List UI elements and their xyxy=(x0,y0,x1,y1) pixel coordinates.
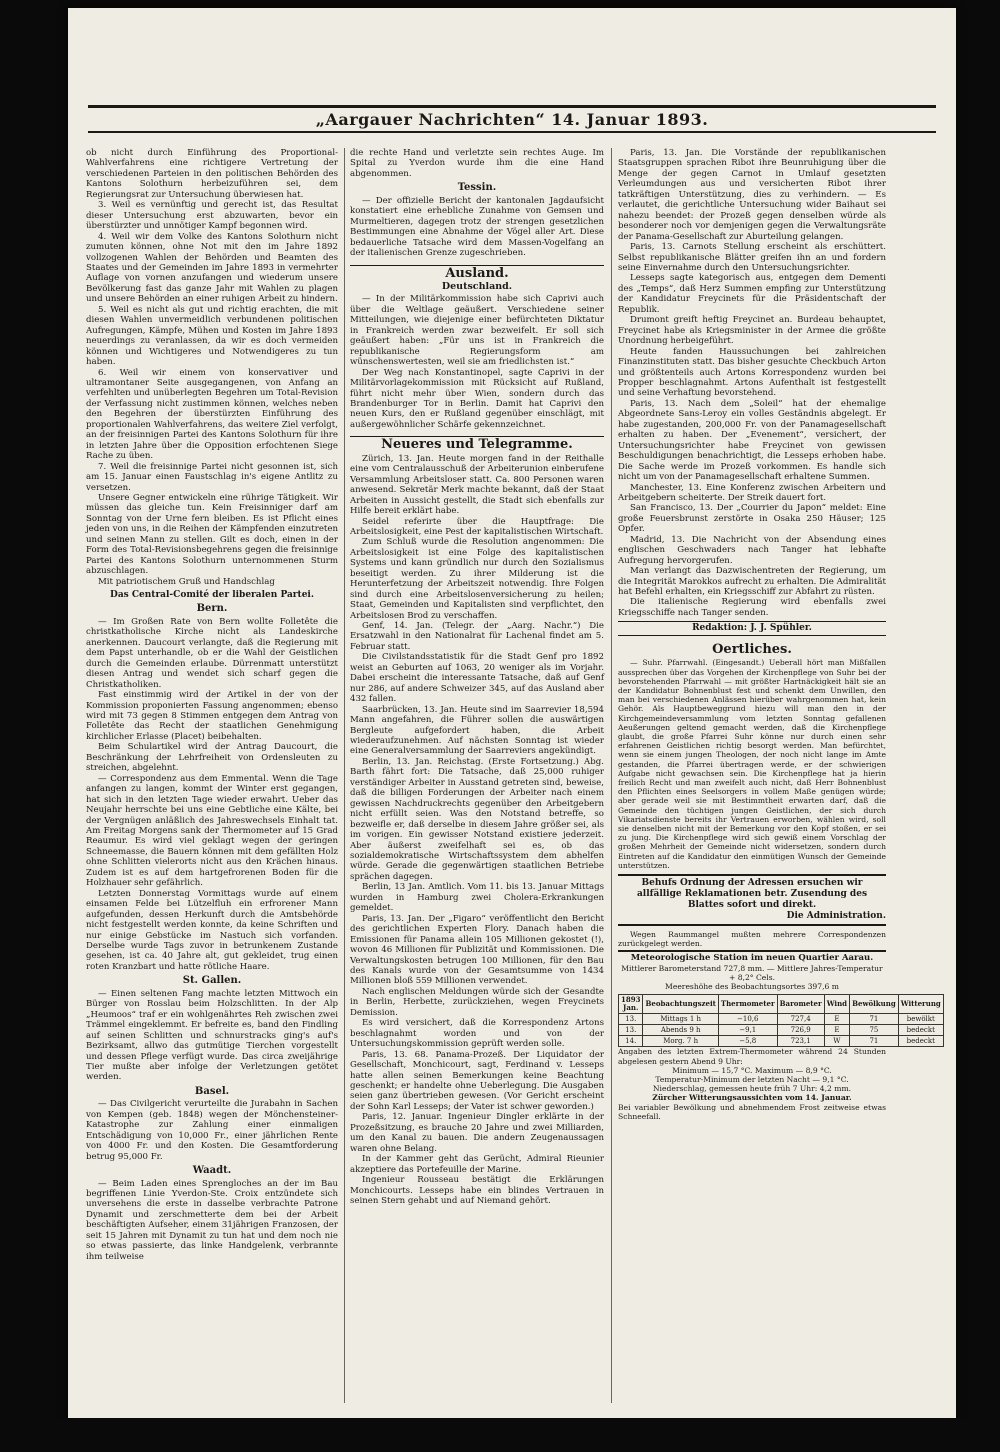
weather-altitude: Meereshöhe des Beobachtungsortes 397,6 m xyxy=(665,982,839,992)
section-heading-st-gallen: St. Gallen. xyxy=(182,975,242,987)
weather-col-header: 1893 Jan. xyxy=(619,995,643,1014)
signature: Das Central-Comité der liberalen Partei. xyxy=(110,590,314,601)
weather-cell: 14. xyxy=(619,1036,643,1047)
article-paragraph: Die italienische Regierung wird ebenfalls zwei Kriegsschiffe nach Tanger senden. xyxy=(618,597,886,618)
weather-cell: Abends 9 h xyxy=(643,1025,718,1036)
article-paragraph: Die Civilstandsstatistik für die Stadt Genf pro 1892 weist an Geburten auf 1063, 20 weniger als im Vorjahr. Dabei erscheint die interessante Tatsache, daß auf Genf nur 286, auf andere Schweizer 345, auf das Ausland aber 432 fallen. xyxy=(350,652,604,705)
notice-signature: Die Administration. xyxy=(786,910,886,921)
weather-cell: −10,6 xyxy=(718,1014,777,1025)
weather-cell: E xyxy=(824,1025,849,1036)
article-paragraph: Lesseps sagte kategorisch aus, entgegen dem Dementi des „Temps“, daß Herz Summen empfing zur Unterstützung der Kandidatur Freycinets für die Präsidentschaft der Republik. xyxy=(618,273,886,315)
weather-cell: −5,8 xyxy=(718,1036,777,1047)
weather-note: Angaben des letzten Extrem-Thermometer während 24 Stunden abgelesen gestern Abend 9 Uhr: xyxy=(618,1047,886,1066)
article-paragraph: Drumont greift heftig Freycinet an. Burdeau behauptet, Freycinet habe als Kriegsminister in der Armee die größte Unordnung herbeigeführt. xyxy=(618,315,886,347)
article-paragraph: Saarbrücken, 13. Jan. Heute sind im Saarrevier 18,594 Mann angefahren, die Führer sollen die auswärtigen Bergleute aufgefordert haben, die Arbeit wiederaufzunehmen. Auf nächsten Sonntag ist wieder eine Generalversammlung der Saarreviers angekündigt. xyxy=(350,704,604,757)
section-heading-oertliches: Oertliches. xyxy=(712,641,792,657)
section-heading-deutschland: Deutschland. xyxy=(441,280,513,292)
article-paragraph: Paris, 12. Januar. Ingenieur Dingler erklärte in der Prozeßsitzung, es brauche 20 Jahre und zwei Milliarden, um den Kanal zu bauen. Die andern Zeugenaussagen waren ohne Belang. xyxy=(350,1112,604,1154)
article-paragraph: Heute fanden Haussuchungen bei zahlreichen Finanzinstituten statt. Das bisher gesuchte Checkbuch Arton und größtenteils auch Artons Korrespondenz wurden bei Propper beschlagnahmt. Artons Aufenthalt ist festgestellt und seine Verhaftung bevorstehend. xyxy=(618,346,886,399)
weather-header-row xyxy=(619,995,944,1014)
weather-cell: 71 xyxy=(850,1036,899,1047)
section-heading-ausland: Ausland. xyxy=(350,265,604,279)
article-paragraph: Zürich, 13. Jan. Heute morgen fand in der Reithalle eine vom Centralausschuß der Arbeiterunion einberufene Versammlung Arbeitsloser statt. Ca. 800 Personen waren anwesend. Sekretär Merk machte bekannt, daß der Staat Arbeiten in Aussicht gestellt, die Stadt sich ebenfalls zur Hilfe bereit erklärt habe. xyxy=(350,453,604,517)
article-paragraph: die rechte Hand und verletzte sein rechtes Auge. Im Spital zu Yverdon wurde ihm die eine Hand abgenommen. xyxy=(350,148,604,179)
article-paragraph: Paris, 13. Nach dem „Soleil“ hat der ehemalige Abgeordnete Sans-Leroy ein volles Geständnis abgelegt. Er habe zugestanden, 200,000 Fr. von der Panamagesellschaft erhalten zu haben. Der „Evenement“, versichert, der Untersuchungsrichter habe Freycinet von gewissen Beschuldigungen benachrichtigt, die Lesseps erhoben habe. Die Sache werde im Prozeß vorkommen. Es handle sich nicht um von der Panamagesellschaft erhaltene Summen. xyxy=(618,398,886,483)
weather-row xyxy=(619,1036,944,1047)
masthead-title: „Aargauer Nachrichten“ 14. Januar 1893. xyxy=(315,110,709,129)
weather-col-header: Thermometer xyxy=(718,995,777,1014)
weather-cell: E xyxy=(824,1014,849,1025)
section-heading-waadt: Waadt. xyxy=(192,1165,232,1177)
section-heading-bern: Bern. xyxy=(196,603,228,615)
article-paragraph: Paris, 13. 68. Panama-Prozeß. Der Liquidator der Gesellschaft, Monchicourt, sagt, Ferdinand v. Lesseps hatte allen seinen Bemerkungen keine Beachtung geschenkt; er handelte ohne Ueberlegung. Die Ausgaben seien ganz übertrieben gewesen. (Vor Gericht erscheint der Sohn Karl Lesseps; der Vater ist schwer geworden.) xyxy=(350,1049,604,1112)
article-paragraph: Mit patriotischem Gruß und Handschlag xyxy=(98,576,275,587)
article-paragraph: — Einen seltenen Fang machte letzten Mittwoch ein Bürger von Rosslau beim Holzschlitten. In der Alp „Heumoos“ traf er ein wohlgenährtes Reh zwischen zwei Trämmel eingeklemmt. Er befreite es, band den Findling auf seinen Schlitten und schnurstracks ging's auf's Bezirksamt, allwo das gutmütige Tierchen vorgestellt und dessen Pflege verfügt wurde. Das circa zweijährige Tier mußte aber infolge der Verletzungen getötet werden. xyxy=(86,988,338,1083)
weather-note: Minimum — 15,7 °C. Maximum — 8,9 °C. xyxy=(672,1065,832,1075)
editor-signature: Redaktion: J. J. Spühler. xyxy=(618,621,886,635)
article-paragraph: Unsere Gegner entwickeln eine rührige Tätigkeit. Wir müssen das gleiche tun. Kein Freisinniger darf am Sonntag von der Urne fern bleiben. Es ist Pflicht eines jeden von uns, in die Reihen der Kämpfenden einzutreten und seinen Mann zu stellen. Gilt es doch, einen in der Form des Total-Revisionsbegehrens gegen die freisinnige Partei des Kantons Solothurn unternommenen Sturm abzuschlagen. xyxy=(86,492,338,577)
article-paragraph: — In der Militärkommission habe sich Caprivi auch über die Weltlage geäußert. Verschiedene seiner Mitteilungen, wie diejenige einer befürchteten Diktatur in Frankreich werden zwar bezweifelt. Er soll sich geäußert haben: „Für uns ist in Frankreich die republikanische Regierungsform am wünschenswertesten, weil sie am friedlichsten ist.“ xyxy=(350,294,604,368)
article-paragraph: — Beim Laden eines Sprengloches an der im Bau begriffenen Linie Yverdon-Ste. Croix entzündete sich unversehens die erste in dasselbe verbrachte Patrone Dynamit und zerschmetterte dem bei der Arbeit beschäftigten Aufseher, einem 31jährigen Franzosen, der seit 15 Jahren mit Dynamit zu tun hat und dem noch nie so etwas passierte, das linke Handgelenk, verbrannte ihm teilweise xyxy=(86,1178,338,1262)
article-paragraph: 7. Weil die freisinnige Partei nicht gesonnen ist, sich am 15. Januar einen Faustschlag in's eigene Antlitz zu versetzen. xyxy=(86,461,338,493)
weather-cell: 13. xyxy=(619,1025,643,1036)
weather-col-header: Barometer xyxy=(777,995,824,1014)
weather-cell: 13. xyxy=(619,1014,643,1025)
article-paragraph: Es wird versichert, daß die Korrespondenz Artons beschlagnahmt worden und von der Untersuchungskommission geprüft werden solle. xyxy=(350,1018,604,1050)
article-paragraph: Manchester, 13. Eine Konferenz zwischen Arbeitern und Arbeitgebern scheiterte. Der Streik dauert fort. xyxy=(618,482,886,503)
weather-col-header: Bewölkung xyxy=(850,995,899,1014)
article-paragraph: Paris, 13. Jan. Die Vorstände der republikanischen Staatsgruppen sprachen Ribot ihre Beunruhigung über die Menge der gegen Carnot in Umlauf gesetzten Verleumdungen aus und versicherten Ribot ihrer tatkräftigen Unterstützung, dies zu verhindern. — Es verlautet, die gerichtliche Untersuchung wider Baihaut sei nahezu beendet: der Prozeß gegen denselben würde als besonderer noch vor demjenigen gegen die Verwaltungsräte der Panama-Gesellschaft zur Aburteilung gelangen. xyxy=(618,148,886,242)
section-heading-telegramme: Neueres und Telegramme. xyxy=(350,436,604,450)
weather-forecast: Bei variabler Bewölkung und abnehmendem Frost zeitweise etwas Schneefall. xyxy=(618,1102,886,1121)
article-paragraph: Der Weg nach Konstantinopel, sagte Caprivi in der Militärvorlagekommission mit Rücksicht auf Rußland, führt nicht mehr über Wien, sondern durch das Brandenburger Tor in Berlin. Damit hat Caprivi den neuen Kurs, den er Rußland gegenüber einschlägt, mit außergewöhnlicher Schärfe gekennzeichnet. xyxy=(350,367,604,430)
weather-row xyxy=(619,1014,944,1025)
column-1 xyxy=(86,148,338,1408)
weather-note: Temperatur-Minimum der letzten Nacht — 9,1 °C. xyxy=(655,1075,849,1085)
administration-notice xyxy=(618,874,886,926)
article-paragraph: In der Kammer geht das Gerücht, Admiral Rieunier akzeptiere das Portefeuille der Marine. xyxy=(350,1154,604,1175)
section-heading-basel: Basel. xyxy=(194,1085,230,1097)
scan-border xyxy=(0,1418,1000,1452)
newspaper-page xyxy=(68,8,956,1418)
space-notice: Wegen Raummangel mußten mehrere Correspondenzen zurückgelegt werden. xyxy=(618,929,886,949)
article-paragraph: Zum Schluß wurde die Resolution angenommen: Die Arbeitslosigkeit ist eine Folge des kapitalistischen Systems und kann gründlich nur durch den Sozialismus beseitigt werden. Zu ihrer Milderung ist die Herunterfetzung der Arbeitszeit notwendig. Ihre Folgen sind durch eine Arbeitslosenversicherung zu heilen; Staat, Gemeinden und Kapitalisten sind verpflichtet, den Arbeitslosen Brod zu verschaffen. xyxy=(350,537,604,621)
column-3 xyxy=(618,148,941,1408)
article-paragraph: — Suhr. Pfarrwahl. (Eingesandt.) Ueberall hört man Mißfallen aussprechen über das Vorgehen der Kirchenpflege von Suhr bei der bevorstehenden Pfarrwahl — mit größter Hartnäckigkeit hält sie an der Kandidatur Bohnenblust fest und schenkt dem Unwillen, den man bei verschiedenen Anlässen hierüber wahrgenommen hat, kein Gehör. Als Hauptbeweggrund hiezu will man den in der Kirchgemeindeversammlung vom letzten Sonntag gefallenen Aeußerungen geltend gemacht werden, daß die Kirchenpflege glaubt, die große Pfarrei Suhr könne nur durch einen sehr erfahrenen Geistlichen richtig besorgt werden. Man befürchtet, wenn sie einem jungen Theologen, der noch nicht lange im Amte gestanden, die Pfarrei übertragen werde, er der schwierigen Aufgabe nicht gewachsen sein. Die Kirchenpflege hat ja hierin freilich Recht und man zweifelt auch nicht, daß Herr Bohnenblust den Pflichten eines Seelsorgers in vollem Maße genügen würde; aber gerade weil sie mit Bestimmtheit erwarten darf, daß die Gemeinde den tüchtigen jungen Geistlichen, der sich durch Vikariatsdienste bereits ihr Vertrauen erworben, wählen wird, soll sie denselben nicht mit der Bemerkung vor den Kopf stoßen, er sei zu jung. Die Kirchenpflege wird sich gewiß einem Vorschlag der großen Mehrheit der Gemeinde nicht widersetzen, sondern durch Eintreten auf die Kandidatur den einmütigen Wunsch der Gemeinde unterstützen. xyxy=(618,658,886,870)
column-2 xyxy=(350,148,604,1408)
article-paragraph: Paris, 13. Jan. Der „Figaro“ veröffentlicht den Bericht des gerichtlichen Experten Flory. Danach haben die Emissionen für Panama allein 105 Millionen gekostet (!), wovon 46 Millionen für Publizität und Kommissionen. Die Verwaltungskosten betrugen 100 Millionen, für den Bau des Kanals wurde von der Gesamtsumme von 1434 Millionen bloß 559 Millionen verwendet. xyxy=(350,913,604,987)
article-paragraph: Seidel referirte über die Hauptfrage: Die Arbeitslosigkeit, eine Pest der kapitalistischen Wirtschaft. xyxy=(350,516,604,537)
article-paragraph: Fast einstimmig wird der Artikel in der von der Kommission proponierten Fassung angenommen; ebenso wird mit 73 gegen 8 Stimmen entgegen dem Antrag von Folletête das Recht der staatlichen Genehmigung kirchlicher Erlasse (Placet) beibehalten. xyxy=(86,690,338,742)
article-paragraph: 6. Weil wir einem von konservativer und ultramontaner Seite ausgegangenen, von Anfang an verfehlten und unüberlegten Begehren um Total-Revision der Verfassung nicht zustimmen können, welches neben den Begehren der überstürzten Einführung des proportionalen Wahlverfahrens, das weitere Ziel verfolgt, an der freisinnigen Partei des Kantons Solothurn für ihre in letzten Jahre über die Opposition erfochtenen Siege Rache zu üben. xyxy=(86,367,338,462)
weather-forecast-title: Zürcher Witterungsaussichten vom 14. Januar. xyxy=(652,1093,852,1103)
weather-cell: 71 xyxy=(850,1014,899,1025)
weather-cell: bedeckt xyxy=(898,1025,943,1036)
article-paragraph: Paris, 13. Carnots Stellung erscheint als erschüttert. Selbst republikanische Blätter greifen ihn an und fordern seine Einvernahme durch den Untersuchungsrichter. xyxy=(618,242,886,273)
article-paragraph: Nach englischen Meldungen würde sich der Gesandte in Berlin, Herbette, zurückziehen, wegen Freycinets Demission. xyxy=(350,986,604,1018)
weather-col-header: Wind xyxy=(824,995,849,1014)
article-paragraph: 5. Weil es nicht als gut und richtig erachten, die mit diesen Wahlen unvermeidlich verbundenen politischen Aufregungen, Kämpfe, Mühen und Kosten im Jahre 1893 neuerdings zu veranlassen, da wir es doch vermeiden können und Wichtigeres und Notwendigeres zu tun haben. xyxy=(86,304,338,368)
article-paragraph: ob nicht durch Einführung des Proportional-Wahlverfahrens eine richtigere Vertretung der verschiedenen Parteien in den politischen Behörden des Kantons Solothurn herbeizuführen sei, dem Regierungsrat zur Untersuchung überwiesen hat. xyxy=(86,148,338,200)
weather-col-header: Beobachtungszeit xyxy=(643,995,718,1014)
article-paragraph: — Im Großen Rate von Bern wollte Folletête die christkatholische Kirche nicht als Landeskirche anerkennen. Daucourt verlangte, daß die Regierung mit dem Papst unterhandle, ob er die Wahl der Geistlichen durch die Gemeinden erlaube. Dürrenmatt unterstützt diesen Antrag und wendet sich scharf gegen die Christkatholiken. xyxy=(86,616,338,690)
weather-cell: Mittags 1 h xyxy=(643,1014,718,1025)
article-paragraph: Berlin, 13 Jan. Amtlich. Vom 11. bis 13. Januar Mittags wurden in Hamburg zwei Cholera-Erkrankungen gemeldet. xyxy=(350,882,604,914)
column-divider xyxy=(611,148,612,1403)
weather-cell: 75 xyxy=(850,1025,899,1036)
weather-row xyxy=(619,1025,944,1036)
article-paragraph: Beim Schulartikel wird der Antrag Daucourt, die Beschränkung der Lehrfreiheit von Ordensleuten zu streichen, abgelehnt. xyxy=(86,742,338,774)
weather-col-header: Witterung xyxy=(898,995,943,1014)
weather-note: Niederschlag, gemessen heute früh 7 Uhr: 4,2 mm. xyxy=(652,1084,852,1094)
article-paragraph: Genf, 14. Jan. (Telegr. der „Aarg. Nachr.“) Die Ersatzwahl in den Nationalrat für Lachenal findet am 5. Februar statt. xyxy=(350,621,604,652)
article-paragraph: Ingenieur Rousseau bestätigt die Erklärungen Monchicourts. Lesseps habe ein blindes Vertrauen in seinen Stern gehabt und auf Niemand gehört. xyxy=(350,1175,604,1206)
weather-cell: 727,4 xyxy=(777,1014,824,1025)
weather-cell: 726,9 xyxy=(777,1025,824,1036)
weather-title: Meteorologische Station im neuen Quartier Aarau. xyxy=(618,950,886,963)
weather-cell: 723,1 xyxy=(777,1036,824,1047)
masthead-rule-top xyxy=(88,105,936,108)
article-paragraph: 4. Weil wir dem Volke des Kantons Solothurn nicht zumuten können, ohne Not mit den im Jahre 1892 vollzogenen Wahlen der Behörden und Beamten des Staates und der Gemeinden im Jahre 1893 in vermehrter Auflage von vornen anzufangen und wiederum unsere Bevölkerung fast das ganze Jahr mit Wahlen zu plagen und unsere Behörden an einer ruhigen Arbeit zu hindern. xyxy=(86,231,338,305)
notice-text: Behufs Ordnung der Adressen ersuchen wir allfällige Reklamationen betr. Zusendung des Blattes sofort und direkt. xyxy=(636,877,868,910)
article-paragraph: Letzten Donnerstag Vormittags wurde auf einem einsamen Felde bei Lützelfluh ein erfrorener Mann aufgefunden, dessen Herkunft durch die Amtsbehörde nicht festgestellt werden konnte, da keine Schriften und nur einige Gebstücke im Nastuch sich vorfanden. Derselbe wurde Tags zuvor in betrunkenem Zustande gesehen, ist ca. 40 Jahre alt, gut gekleidet, trug einen roten Kranzbart und hatte rötliche Haare. xyxy=(86,888,338,972)
masthead-rule-bottom xyxy=(88,131,936,133)
article-paragraph: Man verlangt das Dazwischentreten der Regierung, um die Integrität Marokkos aufrecht zu erhalten. Die Admiralität hat Befehl erhalten, ein Kriegsschiff zur Abfahrt zu rüsten. xyxy=(618,566,886,598)
weather-cell: −9,1 xyxy=(718,1025,777,1036)
weather-cell: W xyxy=(824,1036,849,1047)
weather-cell: bedeckt xyxy=(898,1036,943,1047)
weather-subtitle: Mittlerer Barometerstand 727,8 mm. — Mittlere Jahres-Temperatur + 8,2° Cels. xyxy=(621,963,883,983)
article-paragraph: Berlin, 13. Jan. Reichstag. (Erste Fortsetzung.) Abg. Barth fährt fort: Die Tatsache, daß 25,000 ruhiger verständiger Arbeiter in Ausstand getreten sind, beweise, daß die billigen Forderungen der Arbeiter nach einem gewissen Nachdruckrechts gegenüber den Arbeitgebern nicht erfüllt seien. Was den Notstand betreffe, so bezweifle er, daß derselbe in diesem Jahre größer sei, als im vorigen. Ein gewisser Notstand existiere jederzeit. Aber äußerst zweifelhaft sei es, ob das sozialdemokratische Wirtschaftssystem dem abhelfen würde. Gerade die gegenwärtigen staatlichen Betriebe sprächen dagegen. xyxy=(350,756,604,882)
article-paragraph: 3. Weil es vernünftig und gerecht ist, das Resultat dieser Untersuchung erst abzuwarten, bevor ein überstürzter und unnötiger Kampf begonnen wird. xyxy=(86,200,338,232)
column-divider xyxy=(344,148,345,1403)
weather-cell: Morg. 7 h xyxy=(643,1036,718,1047)
article-paragraph: — Der offizielle Bericht der kantonalen Jagdaufsicht konstatiert eine erhebliche Zunahme von Gemsen und Murmeltieren, dagegen trotz der strengen gesetzlichen Bestimmungen eine Abnahme der Vögel aller Art. Diese bedauerliche Tatsache wird dem Massen-Vogelfang an der italienischen Grenze zugeschrieben. xyxy=(350,195,604,259)
weather-cell: bewölkt xyxy=(898,1014,943,1025)
section-heading-tessin: Tessin. xyxy=(457,182,497,194)
weather-table xyxy=(618,994,944,1047)
article-paragraph: — Correspondenz aus dem Emmental. Wenn die Tage anfangen zu langen, kommt der Winter erst gegangen, hat sich in den letzten Tage wieder erwahrt. Ueber das Neujahr herrschte bei uns eine Gebtliche eine Kälte, bei der Vergnügen anläßlich des Jahreswechsels Einhalt tat. Am Freitag Morgens sank der Thermometer auf 15 Grad Reaumur. Es wird viel geklagt wegen der geringen Schneemasse, die Bauern können mit dem gefällten Holz ohne Schlitten vielerorts nicht aus den Krächen hinaus. Zudem ist es auf dem hartgefrorenen Boden für die Holzhauer sehr gefährlich. xyxy=(86,773,338,889)
article-paragraph: Madrid, 13. Die Nachricht von der Absendung eines englischen Geschwaders nach Tanger hat lebhafte Aufregung hervorgerufen. xyxy=(618,534,886,566)
article-paragraph: San Francisco, 13. Der „Courrier du Japon“ meldet: Eine große Feuersbrunst zerstörte in Osaka 250 Häuser; 125 Opfer. xyxy=(618,503,886,535)
article-paragraph: — Das Civilgericht verurteilte die Jurabahn in Sachen von Kempen (geb. 1848) wegen der Mönchensteiner-Katastrophe zur Zahlung einer einmaligen Entschädigung von 10,000 Fr., einer jährlichen Rente von 4000 Fr. und den Kosten. Die Gesamtforderung betrug 95,000 Fr. xyxy=(86,1099,338,1162)
